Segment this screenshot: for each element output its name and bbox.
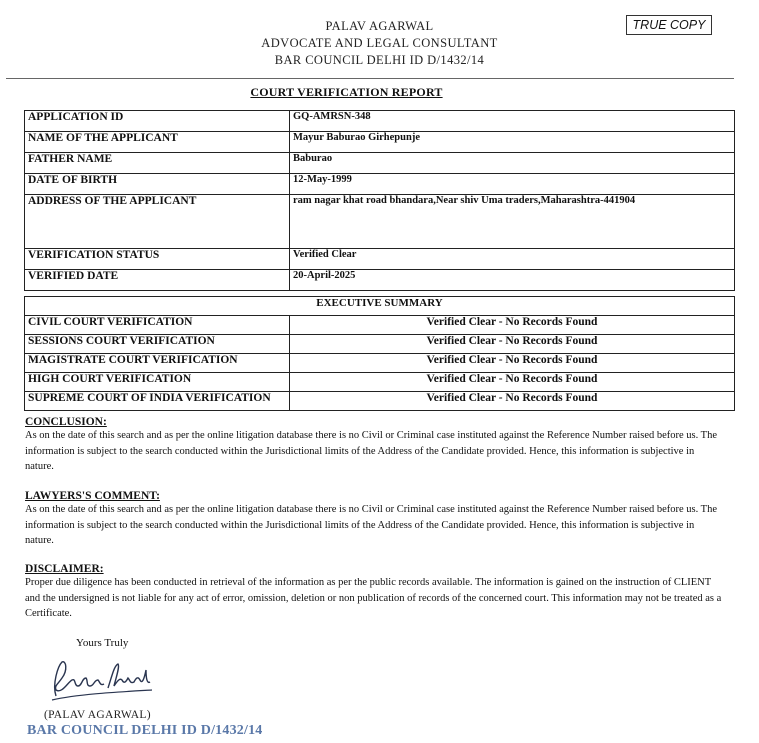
- handwritten-signature: [48, 656, 158, 704]
- true-copy-stamp: TRUE COPY: [626, 15, 712, 35]
- closing-salutation: Yours Truly: [76, 637, 129, 649]
- conclusion-section: [25, 416, 725, 475]
- report-title: COURT VERIFICATION REPORT: [250, 85, 443, 99]
- signatory-name: (PALAV AGARWAL): [44, 709, 151, 721]
- court-name: SESSIONS COURT VERIFICATION: [25, 335, 290, 354]
- verified-date-label: VERIFIED DATE: [25, 270, 290, 291]
- advocate-name: PALAV AGARWAL: [325, 19, 434, 33]
- father-name-label: FATHER NAME: [25, 153, 290, 174]
- verified-date-value: 20-April-2025: [290, 270, 735, 291]
- lawyers-comment-heading: LAWYERS'S COMMENT:: [25, 490, 160, 502]
- applicant-name-label: NAME OF THE APPLICANT: [25, 132, 290, 153]
- table-row: [25, 335, 735, 354]
- address-value: ram nagar khat road bhandara,Near shiv Uma traders,Maharashtra-441904: [290, 195, 735, 249]
- court-name: CIVIL COURT VERIFICATION: [25, 316, 290, 335]
- court-result: Verified Clear - No Records Found: [290, 392, 735, 411]
- court-result: Verified Clear - No Records Found: [290, 316, 735, 335]
- applicant-name-value: Mayur Baburao Girhepunje: [290, 132, 735, 153]
- conclusion-heading: CONCLUSION:: [25, 416, 107, 428]
- dob-label: DATE OF BIRTH: [25, 174, 290, 195]
- address-label: ADDRESS OF THE APPLICANT: [25, 195, 290, 249]
- table-row: [25, 297, 735, 316]
- header-divider: [6, 78, 734, 79]
- table-row: [25, 270, 735, 291]
- disclaimer-heading: DISCLAIMER:: [25, 563, 104, 575]
- verification-status-label: VERIFICATION STATUS: [25, 249, 290, 270]
- father-name-value: Baburao: [290, 153, 735, 174]
- conclusion-text: As on the date of this search and as per the online litigation database there is no Civil or Criminal case instituted against the Reference Number raised before us. The information is subject to the search conducted within the Jurisdictional limits of the Address of the Candidate provided. Hence, this information is subjective in nature.: [25, 430, 718, 472]
- verification-status-value: Verified Clear: [290, 249, 735, 270]
- advocate-profession: ADVOCATE AND LEGAL CONSULTANT: [261, 36, 498, 50]
- disclaimer-section: [25, 563, 725, 622]
- table-row: [25, 111, 735, 132]
- table-row: [25, 392, 735, 411]
- application-id-label: APPLICATION ID: [25, 111, 290, 132]
- table-row: [25, 316, 735, 335]
- disclaimer-text: Proper due diligence has been conducted in retrieval of the information as per the public records available. The information is gained on the instruction of CLIENT and the undersigned is not liable for any act of error, omission, deletion or non publication of records of the concerned court. This information may not be treated as a Certificate.: [25, 577, 722, 619]
- bar-council-id: BAR COUNCIL DELHI ID D/1432/14: [274, 53, 485, 67]
- court-result: Verified Clear - No Records Found: [290, 354, 735, 373]
- court-result: Verified Clear - No Records Found: [290, 335, 735, 354]
- table-row: [25, 373, 735, 392]
- table-row: [25, 153, 735, 174]
- court-name: SUPREME COURT OF INDIA VERIFICATION: [25, 392, 290, 411]
- signatory-bar-id: BAR COUNCIL DELHI ID D/1432/14: [27, 723, 263, 738]
- lawyers-comment-section: [25, 490, 725, 549]
- lawyers-comment-text: As on the date of this search and as per the online litigation database there is no Civil or Criminal case instituted against the Reference Number raised before us. The information is subject to the search conducted within the Jurisdictional limits of the Address of the Candidate provided. Hence, this information is subjective in nature.: [25, 504, 718, 546]
- court-name: MAGISTRATE COURT VERIFICATION: [25, 354, 290, 373]
- table-row: [25, 249, 735, 270]
- table-row: [25, 354, 735, 373]
- table-row: [25, 132, 735, 153]
- table-row: [25, 174, 735, 195]
- dob-value: 12-May-1999: [290, 174, 735, 195]
- executive-summary-table: [24, 296, 735, 411]
- court-name: HIGH COURT VERIFICATION: [25, 373, 290, 392]
- executive-summary-heading: EXECUTIVE SUMMARY: [25, 297, 735, 316]
- application-id-value: GQ-AMRSN-348: [290, 111, 735, 132]
- applicant-details-table: [24, 110, 735, 291]
- table-row: [25, 195, 735, 249]
- court-result: Verified Clear - No Records Found: [290, 373, 735, 392]
